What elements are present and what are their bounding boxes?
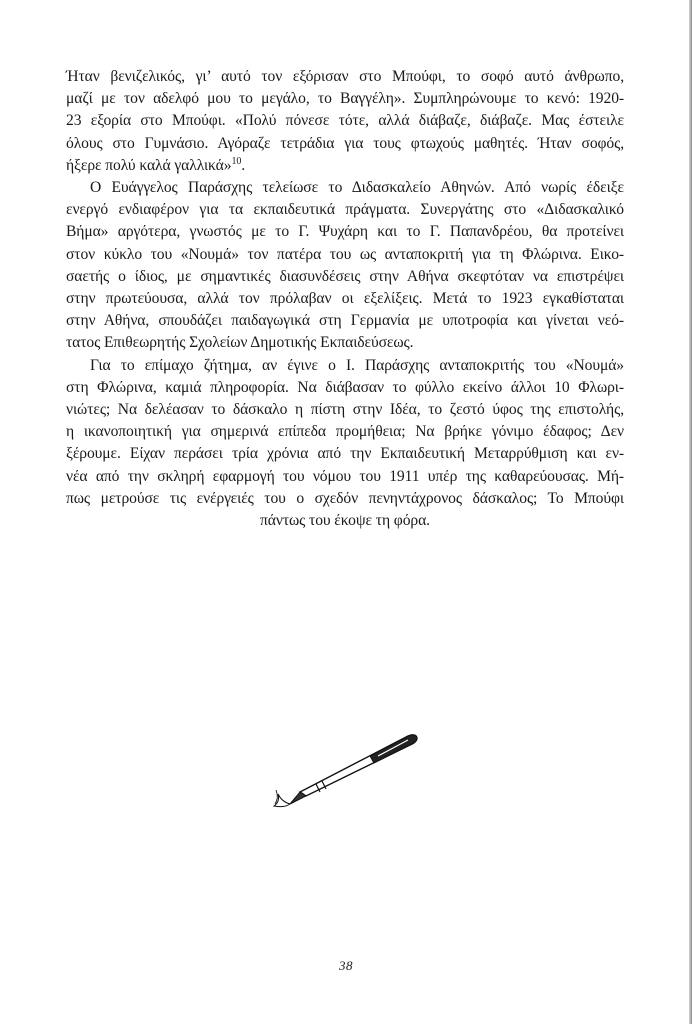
page-number: 38 (339, 958, 353, 973)
text-line: νέα από την σκληρή εφαρμογή του νόμου του 1911 υπέρ της καθαρεύουσας. Μή- (66, 467, 624, 485)
text-line: πάντως του έκοψε τη φόρα. (260, 512, 430, 530)
text-line: μαζί με τον αδελφό μου το μεγάλο, το Βαγγέλη». Συμπληρώνουμε το κενό: 1920- (66, 90, 624, 108)
text-line: σαετής ο ίδιος, με σημαντικές διασυνδέσεις στην Αθήνα σκεφτόταν να επιστρέψει (66, 267, 624, 285)
paragraph-1 (66, 66, 624, 177)
text-line: η ικανοποιητική για σημερινά επίπεδα προμήθεια; Να βρήκε γόνιμο έδαφος; Δεν (66, 423, 624, 441)
footnote-ref: 10 (231, 155, 242, 167)
text-line-last: ήξερε πολύ καλά γαλλικά»$^{10}$. (66, 155, 246, 174)
text-line: στον κύκλο του «Νουμά» τον πατέρα του ως ανταποκριτή για τη Φλώρινα. Εικο- (66, 245, 624, 263)
text-line: όλους στο Γυμνάσιο. Αγόραζε τετράδια για τους φτωχούς μαθητές. Ήταν σοφός, (66, 134, 624, 152)
text-line: Ήταν βενιζελικός, γι’ αυτό τον εξόρισαν στο Μπούφι, το σοφό αυτό άνθρωπο, (66, 68, 624, 85)
text-line: στην πρωτεύουσα, αλλά τον πρόλαβαν οι εξελίξεις. Μετά το 1923 εγκαθίσταται (66, 290, 624, 308)
text-line-content: ήξερε πολύ καλά γαλλικά» (66, 156, 232, 174)
text-line: νιώτες; Να δελέασαν το δάσκαλο η πίστη στην Ιδέα, το ζεστό ύφος της επιστολής, (66, 401, 624, 419)
fountain-pen-icon (270, 730, 420, 810)
paragraph-3 (66, 355, 624, 533)
paragraph-2 (66, 177, 624, 355)
text-line: ξέρουμε. Είχαν περάσει τρία χρόνια από την Εκπαιδευτική Μεταρρύθμιση και εν- (66, 445, 624, 463)
text-line: στη Φλώρινα, καμιά πληροφορία. Να διάβασαν το φύλλο εκείνο άλλοι 10 Φλωρι- (66, 378, 624, 396)
text-line: Για το επίμαχο ζήτημα, αν έγινε ο Ι. Παράσχης ανταποκριτής του «Νουμά» (90, 356, 624, 374)
text-line: 23 εξορία στο Μπούφι. «Πολύ πόνεσε τότε, αλλά διάβαζε, διάβαζε. Μας έστειλε (66, 112, 624, 130)
body-text (66, 66, 624, 532)
text-line: στην Αθήνα, σπουδάζει παιδαγωγικά στη Γερμανία με υποτροφία και γίνεται νεό- (66, 312, 624, 330)
text-line: τατος Επιθεωρητής Σχολείων Δημοτικής Εκπαιδεύσεως. (66, 334, 414, 352)
text-line: Βήμα» αργότερα, γνωστός με το Γ. Ψυχάρη και το Γ. Παπανδρέου, θα προτείνει (66, 223, 624, 241)
text-line: ενεργό ενδιαφέρον για τα εκπαιδευτικά πράγματα. Συνεργάτης στο «Διδασκαλικό (66, 201, 624, 219)
text-line: Ο Ευάγγελος Παράσχης τελείωσε το Διδασκαλείο Αθηνών. Από νωρίς έδειξε (90, 179, 624, 197)
text-line: πως μετρούσε τις ενέργειές του ο σχεδόν πενηντάχρονος δάσκαλος; Το Μπούφι (66, 489, 624, 507)
